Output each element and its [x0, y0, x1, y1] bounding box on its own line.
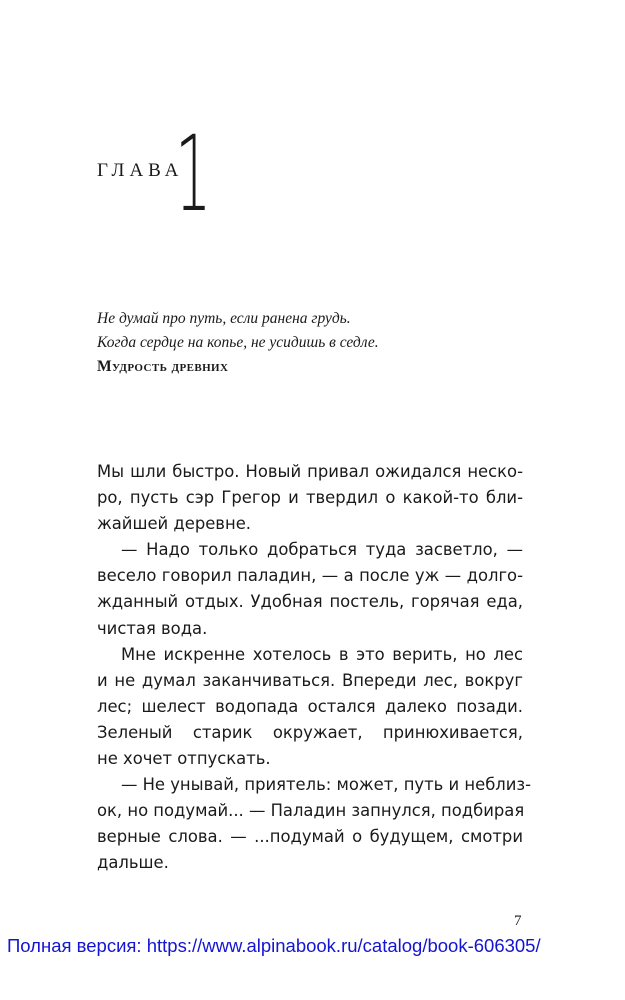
text-line: дальше. — [97, 853, 169, 873]
chapter-label: ГЛАВА — [97, 160, 184, 181]
text-line: Мне искренне хотелось в это верить, но лес — [121, 644, 523, 664]
text-line: весело говорил паладин, — а после уж — долго- — [97, 566, 523, 586]
epigraph-line: Не думай про путь, если ранена грудь. — [97, 310, 351, 327]
text-line: и не думал заканчиваться. Впереди лес, вокруг — [97, 670, 523, 690]
text-line: чистая вода. — [97, 618, 208, 638]
epigraph-line: Когда сердце на копье, не усидишь в седле. — [97, 334, 379, 351]
text-line: — Не унывай, приятель: может, путь и неблиз- — [121, 775, 532, 795]
text-line: ро, пусть сэр Грегор и твердил о какой-то бли- — [97, 488, 523, 508]
text-line: Мы шли быстро. Новый привал ожидался неско- — [97, 462, 523, 481]
text-line: лес; шелест водопада остался далеко позади. — [97, 696, 523, 716]
text-line: не хочет отпускать. — [97, 749, 271, 769]
text-line: жданный отдых. Удобная постель, горячая еда, — [97, 592, 523, 612]
page-number: 7 — [514, 913, 522, 929]
epigraph-source: Мудрость древних — [97, 358, 229, 375]
paragraph — [97, 459, 523, 537]
paragraph — [97, 642, 523, 772]
text-line: верные слова. — ...подумай о будущем, смотри — [97, 827, 523, 847]
full-version-link[interactable]: Полная версия: https://www.alpinabook.ru/catalog/book-606305/ — [7, 935, 541, 956]
paragraph — [97, 772, 532, 876]
chapter-number: 1 — [175, 113, 212, 235]
text-line: ок, но подумай... — Паладин запнулся, подбирая — [97, 801, 525, 821]
body-text — [97, 459, 532, 877]
paragraph — [97, 537, 523, 641]
text-line: — Надо только добраться туда засветло, — — [121, 540, 523, 560]
epigraph — [97, 307, 379, 379]
text-line: жайшей деревне. — [97, 514, 251, 534]
text-line: Зеленый старик окружает, принюхивается, — [97, 722, 523, 742]
